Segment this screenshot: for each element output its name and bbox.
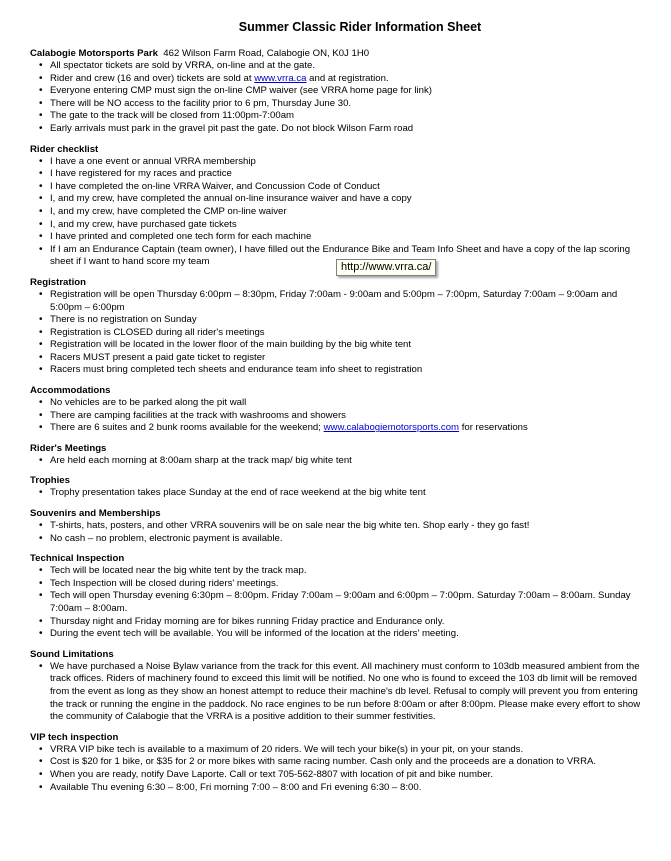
vrra-link[interactable]: www.vrra.ca — [254, 72, 307, 84]
list-item: • I, and my crew, have completed the annual on-line insurance waiver and have a copy — [50, 193, 650, 206]
list-item: • Tech will open Thursday evening 6:30pm – 8:00pm. Friday 7:00am – 9:00am and 6:00pm – 7:00pm. Saturday 7:00am – 8:00am. Sunday 7:00am – 8:00am. — [50, 590, 650, 615]
list-item — [50, 73, 650, 86]
section-registration — [30, 277, 650, 377]
list-item: • Tech will be located near the big white tent by the track map. — [50, 565, 650, 578]
section-heading: Rider's Meetings — [30, 442, 107, 454]
list-item: • There will be NO access to the facility prior to 6 pm, Thursday June 30. — [50, 98, 650, 111]
bullet-list — [30, 60, 650, 136]
bullet-list — [30, 744, 650, 794]
list-item: • Racers MUST present a paid gate ticket to register — [50, 352, 650, 365]
bullet-list — [30, 565, 650, 641]
list-item: • If I am an Endurance Captain (team owner), I have filled out the Endurance Bike and Team Info Sheet and have a copy of the lap scoring sheet if I want to hand score my team — [50, 244, 650, 269]
list-item: • VRRA VIP bike tech is available to a maximum of 20 riders. We will tech your bike(s) in your pit, on your stands. — [50, 744, 650, 757]
bullet-list — [30, 156, 650, 269]
list-item: • Everyone entering CMP must sign the on-line CMP waiver (see VRRA home page for link) — [50, 85, 650, 98]
list-item: • The gate to the track will be closed from 11:00pm-7:00am — [50, 110, 650, 123]
list-item: • When you are ready, notify Dave Laporte. Call or text 705-562-8807 with location of pit and bike number. — [50, 769, 650, 782]
bullet-list — [30, 520, 650, 545]
list-item: • I have printed and completed one tech form for each machine — [50, 231, 650, 244]
item-text: Rider and crew (16 and over) tickets are sold at — [50, 72, 255, 84]
item-text: for reservations — [459, 422, 528, 434]
section-checklist — [30, 144, 650, 269]
section-heading: Trophies — [30, 475, 70, 487]
section-tech — [30, 553, 650, 641]
item-text: and at registration. — [306, 72, 389, 84]
list-item: • We have purchased a Noise Bylaw variance from the track for this event. All machinery must conform to 103db measured ambient from the track offices. Riders of machinery found to exceed this limit will be notified. No one who is found to exceed the 103 db limit will be removed from the event as long as they show an honest attempt to reduce their machine's db level. Refusal to comply will prevent you from entering the track or running the engine in the paddock. No race engines to be run before 8:00am or after 8:00pm. Please make every effort to show the community of Calabogie that the VRRA is a positive addition to their summer festivities. — [50, 661, 650, 724]
park-name: Calabogie Motorsports Park — [30, 48, 158, 59]
item-text: There are 6 suites and 2 bunk rooms available for the weekend; — [50, 422, 324, 434]
document-title: Summer Classic Rider Information Sheet — [238, 20, 482, 34]
section-heading: Sound Limitations — [30, 648, 114, 660]
list-item: • No cash – no problem, electronic payment is available. — [50, 533, 650, 546]
bullet-list — [30, 487, 650, 500]
list-item: • I, and my crew, have completed the CMP on-line waiver — [50, 206, 650, 219]
list-item: • Available Thu evening 6:30 – 8:00, Fri morning 7:00 – 8:00 and Fri evening 6:30 – 8:00. — [50, 782, 650, 795]
list-item: • I, and my crew, have purchased gate tickets — [50, 219, 650, 232]
section-heading: Rider checklist — [30, 143, 99, 155]
list-item: • There is no registration on Sunday — [50, 314, 650, 327]
list-item: • I have a one event or annual VRRA membership — [50, 156, 650, 169]
list-item: • Trophy presentation takes place Sunday at the end of race weekend at the big white tent — [50, 487, 650, 500]
list-item: • All spectator tickets are sold by VRRA, on-line and at the gate. — [50, 60, 650, 73]
list-item: • No vehicles are to be parked along the pit wall — [50, 397, 650, 410]
section-accommodations — [30, 385, 650, 435]
list-item: • Early arrivals must park in the gravel pit past the gate. Do not block Wilson Farm road — [50, 123, 650, 136]
section-meetings — [30, 443, 650, 468]
section-heading: Souvenirs and Memberships — [30, 508, 161, 520]
list-item: • I have completed the on-line VRRA Waiver, and Concussion Code of Conduct — [50, 181, 650, 194]
section-trophies — [30, 475, 650, 500]
list-item: • T-shirts, hats, posters, and other VRRA souvenirs will be on sale near the big white ten. Shop early - they go fast! — [50, 520, 650, 533]
section-vip — [30, 732, 650, 794]
section-heading: VIP tech inspection — [30, 731, 119, 743]
section-sound — [30, 649, 650, 724]
section-souvenirs — [30, 508, 650, 545]
list-item: • Thursday night and Friday morning are for bikes running Friday practice and Endurance only. — [50, 616, 650, 629]
list-item: • Racers must bring completed tech sheets and endurance team info sheet to registration — [50, 364, 650, 377]
bullet-list — [30, 397, 650, 435]
list-item: • Are held each morning at 8:00am sharp at the track map/ big white tent — [50, 455, 650, 468]
bullet-list — [30, 661, 650, 724]
bullet-list — [30, 289, 650, 377]
section-heading — [30, 48, 650, 60]
section-park — [30, 48, 650, 136]
list-item: • Tech Inspection will be closed during riders' meetings. — [50, 578, 650, 591]
park-address: 462 Wilson Farm Road, Calabogie ON, K0J 1H0 — [163, 48, 370, 59]
list-item: • Registration will be located in the lower floor of the main building by the big white tent — [50, 339, 650, 352]
section-heading: Accommodations — [30, 385, 111, 397]
list-item: • During the event tech will be available. You will be informed of the location at the riders' meeting. — [50, 628, 650, 641]
list-item: • I have registered for my races and practice — [50, 168, 650, 181]
list-item: • Registration will be open Thursday 6:00pm – 8:30pm, Friday 7:00am - 9:00am and 5:00pm – 7:00pm, Saturday 7:00am – 9:00am and 5:00pm – 6:00pm — [50, 289, 650, 314]
section-heading: Registration — [30, 276, 86, 288]
list-item — [50, 422, 650, 435]
link-tooltip: http://www.vrra.ca/ — [336, 259, 436, 276]
list-item: • There are camping facilities at the track with washrooms and showers — [50, 410, 650, 423]
section-heading: Technical Inspection — [30, 553, 125, 565]
calabogie-link[interactable]: www.calabogiemotorsports.com — [323, 422, 460, 434]
bullet-list — [30, 455, 650, 468]
list-item: • Cost is $20 for 1 bike, or $35 for 2 or more bikes with same racing number. Cash only and the proceeds are a donation to VRRA. — [50, 756, 650, 769]
list-item: • Registration is CLOSED during all rider's meetings — [50, 327, 650, 340]
document-page — [30, 20, 650, 802]
